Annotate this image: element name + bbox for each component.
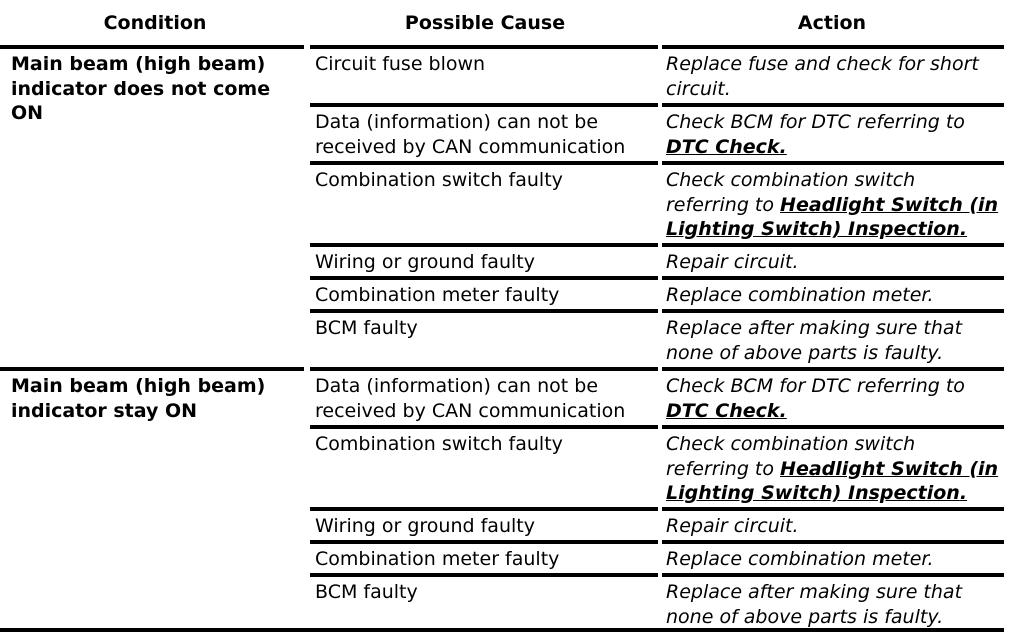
action-cell	[666, 547, 1002, 572]
condition-cell: Main beam (high beam) indicator does not come ON	[11, 53, 271, 124]
cause-cell: Wiring or ground faulty	[315, 251, 535, 273]
row-rule-action	[662, 276, 1004, 280]
action-text: Replace combination meter.	[666, 284, 934, 306]
row-rule-cause	[310, 103, 658, 107]
action-cell	[666, 52, 1002, 101]
action-cell	[666, 432, 1002, 506]
action-suffix: .	[779, 135, 787, 158]
row-rule-cause	[310, 573, 658, 577]
cause-cell: BCM faulty	[315, 317, 418, 339]
action-text: Check combination switch referring to	[666, 433, 916, 480]
row-rule-action	[662, 573, 1004, 577]
cause-cell: Wiring or ground faulty	[315, 515, 535, 537]
cause-cell: Circuit fuse blown	[315, 53, 486, 75]
row-rule-cause	[310, 161, 658, 165]
action-cell	[666, 514, 1002, 539]
header-possible-cause: Possible Cause	[404, 12, 566, 34]
row-rule-action	[662, 425, 1004, 429]
header-action: Action	[797, 12, 867, 34]
row-rule-cause	[310, 243, 658, 247]
action-text: Check BCM for DTC referring to	[666, 111, 965, 133]
row-rule-action	[662, 103, 1004, 107]
action-text: Repair circuit.	[666, 515, 799, 537]
action-cell	[666, 250, 1002, 275]
row-rule-action	[662, 507, 1004, 511]
reference-link[interactable]: Headlight Switch (in Lighting Switch) Inspection	[666, 193, 999, 240]
cause-cell: BCM faulty	[315, 581, 418, 603]
cause-cell: Data (information) can not be received by CAN communication	[315, 111, 626, 158]
cause-cell: Combination switch faulty	[315, 433, 563, 455]
reference-link[interactable]: Headlight Switch (in Lighting Switch) Inspection	[666, 457, 999, 504]
action-suffix: .	[779, 399, 787, 422]
action-cell	[666, 374, 1002, 423]
action-suffix: .	[959, 482, 968, 504]
row-rule-cause	[310, 425, 658, 429]
action-cell	[666, 168, 1002, 242]
action-text: Replace fuse and check for short circuit.	[666, 53, 979, 100]
row-rule-action	[662, 540, 1004, 544]
action-cell	[666, 110, 1002, 159]
action-cell	[666, 316, 1002, 365]
action-cell	[666, 580, 1002, 629]
action-text: Replace combination meter.	[666, 548, 934, 570]
row-rule-action	[662, 309, 1004, 313]
action-text: Replace after making sure that none of above parts is faulty.	[666, 581, 963, 628]
action-suffix: .	[959, 218, 968, 240]
reference-link[interactable]: DTC Check	[666, 135, 780, 158]
row-rule-action	[662, 367, 1004, 371]
action-text: Check combination switch referring to	[666, 169, 916, 216]
cause-cell: Data (information) can not be received by CAN communication	[315, 375, 626, 422]
row-rule-action	[662, 161, 1004, 165]
cause-cell: Combination switch faulty	[315, 169, 563, 191]
cause-cell: Combination meter faulty	[315, 284, 560, 306]
action-text: Check BCM for DTC referring to	[666, 375, 965, 397]
cause-cell: Combination meter faulty	[315, 548, 560, 570]
row-rule-cause	[310, 540, 658, 544]
row-rule-cause	[310, 507, 658, 511]
row-rule-cause	[310, 309, 658, 313]
header-condition: Condition	[103, 12, 207, 34]
row-rule-action	[662, 45, 1004, 49]
row-rule-cause	[310, 45, 658, 49]
action-text: Replace after making sure that none of above parts is faulty.	[666, 317, 963, 364]
reference-link[interactable]: DTC Check	[666, 399, 780, 422]
action-text: Repair circuit.	[666, 251, 799, 273]
action-cell	[666, 283, 1002, 308]
group-rule	[0, 367, 304, 371]
row-rule-cause	[310, 367, 658, 371]
row-rule-cause	[310, 276, 658, 280]
group-rule	[0, 45, 304, 49]
row-rule-action	[662, 243, 1004, 247]
condition-cell: Main beam (high beam) indicator stay ON	[11, 375, 266, 422]
